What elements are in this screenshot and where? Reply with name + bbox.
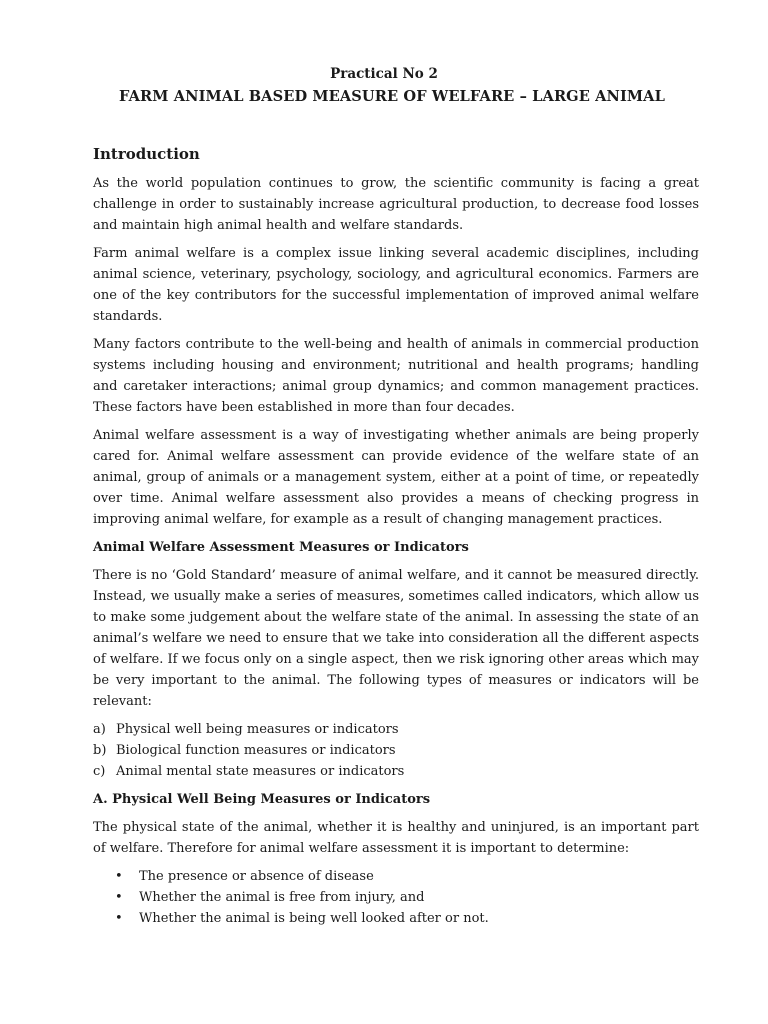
physical-paragraph: The physical state of the animal, whether it is healthy and uninjured, is an important part of welfare. Therefore for animal welfare assessment it is important to determine: — [93, 820, 699, 856]
list-marker: c) — [93, 764, 106, 779]
intro-paragraph-4: Animal welfare assessment is a way of investigating whether animals are being properly cared for. Animal welfare assessment can provide evidence of the welfare state of an animal, group of animals or a management system, either at a point of time, or repeatedly over time. Animal welfare assessment also provides a means of checking progress in improving animal welfare, for example as a result of changing management practices. — [93, 428, 699, 527]
list-marker: b) — [93, 743, 107, 758]
list-item-text: Physical well being measures or indicators — [116, 722, 399, 737]
list-item-text: Biological function measures or indicators — [116, 743, 396, 758]
list-item-text: The presence or absence of disease — [139, 869, 374, 884]
intro-paragraph-1: As the world population continues to grow, the scientific community is facing a great challenge in order to sustainably increase agricultural production, to decrease food losses and maintain high animal health and welfare standards. — [93, 176, 699, 233]
list-item-text: Whether the animal is being well looked after or not. — [139, 911, 489, 926]
physical-wellbeing-heading: A. Physical Well Being Measures or Indicators — [93, 792, 431, 807]
list-item — [93, 887, 699, 908]
document-body — [93, 144, 699, 929]
list-marker: a) — [93, 722, 106, 737]
intro-paragraph-3: Many factors contribute to the well-being and health of animals in commercial production systems including housing and environment; nutritional and health programs; handling and caretaker interactions; animal group dynamics; and common management practices. These factors have been established in more than four decades. — [93, 337, 699, 415]
list-item — [93, 866, 699, 887]
document-title: FARM ANIMAL BASED MEASURE OF WELFARE – LARGE ANIMAL — [119, 88, 665, 105]
bullet-icon: • — [115, 911, 123, 926]
list-item — [93, 908, 699, 929]
assessment-paragraph: There is no ‘Gold Standard’ measure of animal welfare, and it cannot be measured directly. Instead, we usually make a series of measures, sometimes called indicators, which allow us to make some judgement about the welfare state of the animal. In assessing the state of an animal’s welfare we need to ensure that we take into consideration all the different aspects of welfare. If we focus only on a single aspect, then we risk ignoring other areas which may be very important to the animal. The following types of measures or indicators will be relevant: — [93, 568, 699, 709]
list-item — [93, 761, 699, 782]
practical-number: Practical No 2 — [330, 66, 438, 82]
indicator-types-list — [93, 719, 699, 782]
list-item-text: Animal mental state measures or indicators — [116, 764, 405, 779]
list-item — [93, 719, 699, 740]
list-item — [93, 740, 699, 761]
physical-bullet-list — [93, 866, 699, 929]
bullet-icon: • — [115, 869, 123, 884]
assessment-heading: Animal Welfare Assessment Measures or Indicators — [93, 540, 469, 555]
bullet-icon: • — [115, 890, 123, 905]
list-item-text: Whether the animal is free from injury, and — [139, 890, 425, 905]
intro-paragraph-2: Farm animal welfare is a complex issue linking several academic disciplines, including animal science, veterinary, psychology, sociology, and agricultural economics. Farmers are one of the key contributors for the successful implementation of improved animal welfare standards. — [93, 246, 699, 324]
introduction-heading: Introduction — [93, 145, 200, 163]
